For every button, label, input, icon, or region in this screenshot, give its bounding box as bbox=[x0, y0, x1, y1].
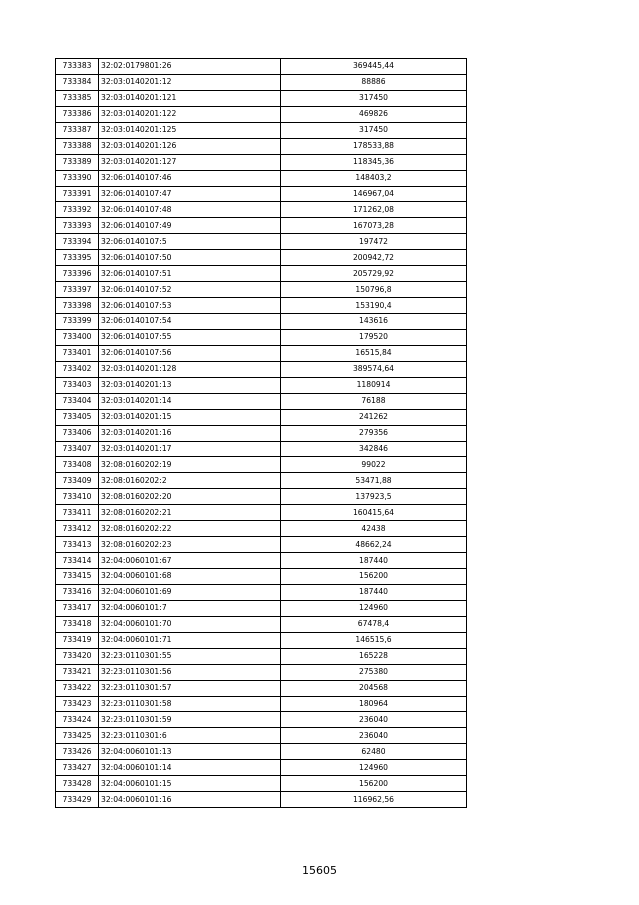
value-cell: 369445,44 bbox=[281, 59, 467, 75]
cadastral-number-cell: 32:23:0110301:59 bbox=[99, 712, 281, 728]
table-row bbox=[56, 600, 467, 616]
table-row bbox=[56, 728, 467, 744]
table-row bbox=[56, 664, 467, 680]
table-row bbox=[56, 298, 467, 314]
value-cell: 241262 bbox=[281, 409, 467, 425]
table-row bbox=[56, 457, 467, 473]
row-id-cell: 733388 bbox=[56, 138, 99, 154]
value-cell: 180964 bbox=[281, 696, 467, 712]
value-cell: 389574,64 bbox=[281, 361, 467, 377]
row-id-cell: 733391 bbox=[56, 186, 99, 202]
value-cell: 16515,84 bbox=[281, 345, 467, 361]
row-id-cell: 733394 bbox=[56, 234, 99, 250]
cadastral-number-cell: 32:08:0160202:21 bbox=[99, 505, 281, 521]
row-id-cell: 733419 bbox=[56, 632, 99, 648]
cadastral-number-cell: 32:03:0140201:121 bbox=[99, 90, 281, 106]
row-id-cell: 733426 bbox=[56, 744, 99, 760]
cadastral-number-cell: 32:06:0140107:47 bbox=[99, 186, 281, 202]
value-cell: 275380 bbox=[281, 664, 467, 680]
row-id-cell: 733411 bbox=[56, 505, 99, 521]
row-id-cell: 733413 bbox=[56, 537, 99, 553]
row-id-cell: 733412 bbox=[56, 521, 99, 537]
table-row bbox=[56, 584, 467, 600]
value-cell: 76188 bbox=[281, 393, 467, 409]
row-id-cell: 733408 bbox=[56, 457, 99, 473]
value-cell: 116962,56 bbox=[281, 792, 467, 808]
value-cell: 167073,28 bbox=[281, 218, 467, 234]
value-cell: 279356 bbox=[281, 425, 467, 441]
cadastral-number-cell: 32:23:0110301:56 bbox=[99, 664, 281, 680]
row-id-cell: 733425 bbox=[56, 728, 99, 744]
value-cell: 148403,2 bbox=[281, 170, 467, 186]
table-row bbox=[56, 345, 467, 361]
row-id-cell: 733398 bbox=[56, 298, 99, 314]
value-cell: 317450 bbox=[281, 90, 467, 106]
table-row bbox=[56, 744, 467, 760]
table-row bbox=[56, 329, 467, 345]
row-id-cell: 733406 bbox=[56, 425, 99, 441]
row-id-cell: 733429 bbox=[56, 792, 99, 808]
table-row bbox=[56, 282, 467, 298]
cadastral-number-cell: 32:04:0060101:16 bbox=[99, 792, 281, 808]
row-id-cell: 733399 bbox=[56, 314, 99, 330]
table-row bbox=[56, 696, 467, 712]
cadastral-number-cell: 32:04:0060101:15 bbox=[99, 776, 281, 792]
value-cell: 200942,72 bbox=[281, 250, 467, 266]
table-row bbox=[56, 59, 467, 75]
table-row bbox=[56, 122, 467, 138]
cadastral-number-cell: 32:06:0140107:53 bbox=[99, 298, 281, 314]
value-cell: 62480 bbox=[281, 744, 467, 760]
value-cell: 205729,92 bbox=[281, 266, 467, 282]
row-id-cell: 733385 bbox=[56, 90, 99, 106]
cadastral-number-cell: 32:06:0140107:51 bbox=[99, 266, 281, 282]
cadastral-number-cell: 32:08:0160202:19 bbox=[99, 457, 281, 473]
value-cell: 150796,8 bbox=[281, 282, 467, 298]
value-cell: 146967,04 bbox=[281, 186, 467, 202]
cadastral-number-cell: 32:03:0140201:127 bbox=[99, 154, 281, 170]
page-number: 15605 bbox=[302, 864, 337, 877]
cadastral-number-cell: 32:06:0140107:54 bbox=[99, 314, 281, 330]
row-id-cell: 733393 bbox=[56, 218, 99, 234]
cadastral-number-cell: 32:06:0140107:48 bbox=[99, 202, 281, 218]
row-id-cell: 733400 bbox=[56, 329, 99, 345]
value-cell: 42438 bbox=[281, 521, 467, 537]
table-row bbox=[56, 314, 467, 330]
row-id-cell: 733415 bbox=[56, 569, 99, 585]
cadastral-number-cell: 32:23:0110301:57 bbox=[99, 680, 281, 696]
value-cell: 342846 bbox=[281, 441, 467, 457]
row-id-cell: 733402 bbox=[56, 361, 99, 377]
row-id-cell: 733422 bbox=[56, 680, 99, 696]
row-id-cell: 733396 bbox=[56, 266, 99, 282]
value-cell: 469826 bbox=[281, 106, 467, 122]
value-cell: 187440 bbox=[281, 553, 467, 569]
table-row bbox=[56, 648, 467, 664]
cadastral-number-cell: 32:02:0179801:26 bbox=[99, 59, 281, 75]
cadastral-number-cell: 32:08:0160202:23 bbox=[99, 537, 281, 553]
value-cell: 236040 bbox=[281, 728, 467, 744]
cadastral-number-cell: 32:23:0110301:6 bbox=[99, 728, 281, 744]
value-cell: 118345,36 bbox=[281, 154, 467, 170]
row-id-cell: 733409 bbox=[56, 473, 99, 489]
row-id-cell: 733405 bbox=[56, 409, 99, 425]
cadastral-number-cell: 32:06:0140107:49 bbox=[99, 218, 281, 234]
table-row bbox=[56, 473, 467, 489]
value-cell: 124960 bbox=[281, 600, 467, 616]
value-cell: 160415,64 bbox=[281, 505, 467, 521]
cadastral-number-cell: 32:06:0140107:55 bbox=[99, 329, 281, 345]
cadastral-number-cell: 32:06:0140107:5 bbox=[99, 234, 281, 250]
row-id-cell: 733395 bbox=[56, 250, 99, 266]
table-row bbox=[56, 441, 467, 457]
table-row bbox=[56, 202, 467, 218]
value-cell: 187440 bbox=[281, 584, 467, 600]
cadastral-number-cell: 32:03:0140201:126 bbox=[99, 138, 281, 154]
row-id-cell: 733383 bbox=[56, 59, 99, 75]
row-id-cell: 733414 bbox=[56, 553, 99, 569]
value-cell: 197472 bbox=[281, 234, 467, 250]
cadastral-number-cell: 32:08:0160202:2 bbox=[99, 473, 281, 489]
table-row bbox=[56, 537, 467, 553]
row-id-cell: 733397 bbox=[56, 282, 99, 298]
value-cell: 317450 bbox=[281, 122, 467, 138]
table-row bbox=[56, 776, 467, 792]
cadastral-number-cell: 32:23:0110301:58 bbox=[99, 696, 281, 712]
cadastral-number-cell: 32:23:0110301:55 bbox=[99, 648, 281, 664]
cadastral-number-cell: 32:03:0140201:12 bbox=[99, 74, 281, 90]
value-cell: 153190,4 bbox=[281, 298, 467, 314]
table-row bbox=[56, 553, 467, 569]
row-id-cell: 733416 bbox=[56, 584, 99, 600]
row-id-cell: 733417 bbox=[56, 600, 99, 616]
row-id-cell: 733392 bbox=[56, 202, 99, 218]
value-cell: 179520 bbox=[281, 329, 467, 345]
row-id-cell: 733423 bbox=[56, 696, 99, 712]
cadastral-number-cell: 32:03:0140201:17 bbox=[99, 441, 281, 457]
row-id-cell: 733428 bbox=[56, 776, 99, 792]
cadastral-number-cell: 32:03:0140201:122 bbox=[99, 106, 281, 122]
table-row bbox=[56, 425, 467, 441]
cadastral-number-cell: 32:04:0060101:7 bbox=[99, 600, 281, 616]
value-cell: 67478,4 bbox=[281, 616, 467, 632]
cadastral-value-table bbox=[55, 58, 467, 808]
row-id-cell: 733389 bbox=[56, 154, 99, 170]
table-row bbox=[56, 569, 467, 585]
table-row bbox=[56, 218, 467, 234]
cadastral-number-cell: 32:03:0140201:13 bbox=[99, 377, 281, 393]
table-row bbox=[56, 377, 467, 393]
row-id-cell: 733410 bbox=[56, 489, 99, 505]
value-cell: 178533,88 bbox=[281, 138, 467, 154]
value-cell: 156200 bbox=[281, 569, 467, 585]
table-row bbox=[56, 712, 467, 728]
value-cell: 88886 bbox=[281, 74, 467, 90]
cadastral-number-cell: 32:03:0140201:125 bbox=[99, 122, 281, 138]
row-id-cell: 733418 bbox=[56, 616, 99, 632]
value-cell: 171262,08 bbox=[281, 202, 467, 218]
table-row bbox=[56, 616, 467, 632]
cadastral-number-cell: 32:04:0060101:71 bbox=[99, 632, 281, 648]
row-id-cell: 733420 bbox=[56, 648, 99, 664]
table-row bbox=[56, 90, 467, 106]
value-cell: 1180914 bbox=[281, 377, 467, 393]
value-cell: 53471,88 bbox=[281, 473, 467, 489]
value-cell: 48662,24 bbox=[281, 537, 467, 553]
table-row bbox=[56, 250, 467, 266]
cadastral-number-cell: 32:03:0140201:15 bbox=[99, 409, 281, 425]
cadastral-number-cell: 32:06:0140107:56 bbox=[99, 345, 281, 361]
row-id-cell: 733421 bbox=[56, 664, 99, 680]
row-id-cell: 733386 bbox=[56, 106, 99, 122]
row-id-cell: 733404 bbox=[56, 393, 99, 409]
cadastral-number-cell: 32:04:0060101:14 bbox=[99, 760, 281, 776]
cadastral-number-cell: 32:06:0140107:46 bbox=[99, 170, 281, 186]
table-row bbox=[56, 170, 467, 186]
table-row bbox=[56, 521, 467, 537]
cadastral-number-cell: 32:06:0140107:50 bbox=[99, 250, 281, 266]
value-cell: 124960 bbox=[281, 760, 467, 776]
row-id-cell: 733424 bbox=[56, 712, 99, 728]
table-row bbox=[56, 489, 467, 505]
table-row bbox=[56, 760, 467, 776]
data-table-container bbox=[55, 58, 466, 808]
cadastral-number-cell: 32:04:0060101:70 bbox=[99, 616, 281, 632]
row-id-cell: 733384 bbox=[56, 74, 99, 90]
table-row bbox=[56, 138, 467, 154]
cadastral-number-cell: 32:06:0140107:52 bbox=[99, 282, 281, 298]
table-row bbox=[56, 505, 467, 521]
row-id-cell: 733387 bbox=[56, 122, 99, 138]
value-cell: 137923,5 bbox=[281, 489, 467, 505]
table-row bbox=[56, 154, 467, 170]
table-row bbox=[56, 266, 467, 282]
value-cell: 143616 bbox=[281, 314, 467, 330]
table-row bbox=[56, 393, 467, 409]
cadastral-number-cell: 32:04:0060101:13 bbox=[99, 744, 281, 760]
value-cell: 236040 bbox=[281, 712, 467, 728]
cadastral-number-cell: 32:03:0140201:16 bbox=[99, 425, 281, 441]
cadastral-number-cell: 32:08:0160202:22 bbox=[99, 521, 281, 537]
cadastral-number-cell: 32:04:0060101:69 bbox=[99, 584, 281, 600]
value-cell: 99022 bbox=[281, 457, 467, 473]
cadastral-number-cell: 32:08:0160202:20 bbox=[99, 489, 281, 505]
table-row bbox=[56, 74, 467, 90]
table-row bbox=[56, 632, 467, 648]
value-cell: 156200 bbox=[281, 776, 467, 792]
table-row bbox=[56, 106, 467, 122]
table-body bbox=[56, 59, 467, 808]
table-row bbox=[56, 186, 467, 202]
table-row bbox=[56, 234, 467, 250]
cadastral-number-cell: 32:03:0140201:14 bbox=[99, 393, 281, 409]
cadastral-number-cell: 32:03:0140201:128 bbox=[99, 361, 281, 377]
row-id-cell: 733403 bbox=[56, 377, 99, 393]
table-row bbox=[56, 792, 467, 808]
table-row bbox=[56, 680, 467, 696]
row-id-cell: 733390 bbox=[56, 170, 99, 186]
cadastral-number-cell: 32:04:0060101:68 bbox=[99, 569, 281, 585]
row-id-cell: 733427 bbox=[56, 760, 99, 776]
table-row bbox=[56, 361, 467, 377]
row-id-cell: 733407 bbox=[56, 441, 99, 457]
row-id-cell: 733401 bbox=[56, 345, 99, 361]
cadastral-number-cell: 32:04:0060101:67 bbox=[99, 553, 281, 569]
value-cell: 165228 bbox=[281, 648, 467, 664]
table-row bbox=[56, 409, 467, 425]
value-cell: 204568 bbox=[281, 680, 467, 696]
value-cell: 146515,6 bbox=[281, 632, 467, 648]
